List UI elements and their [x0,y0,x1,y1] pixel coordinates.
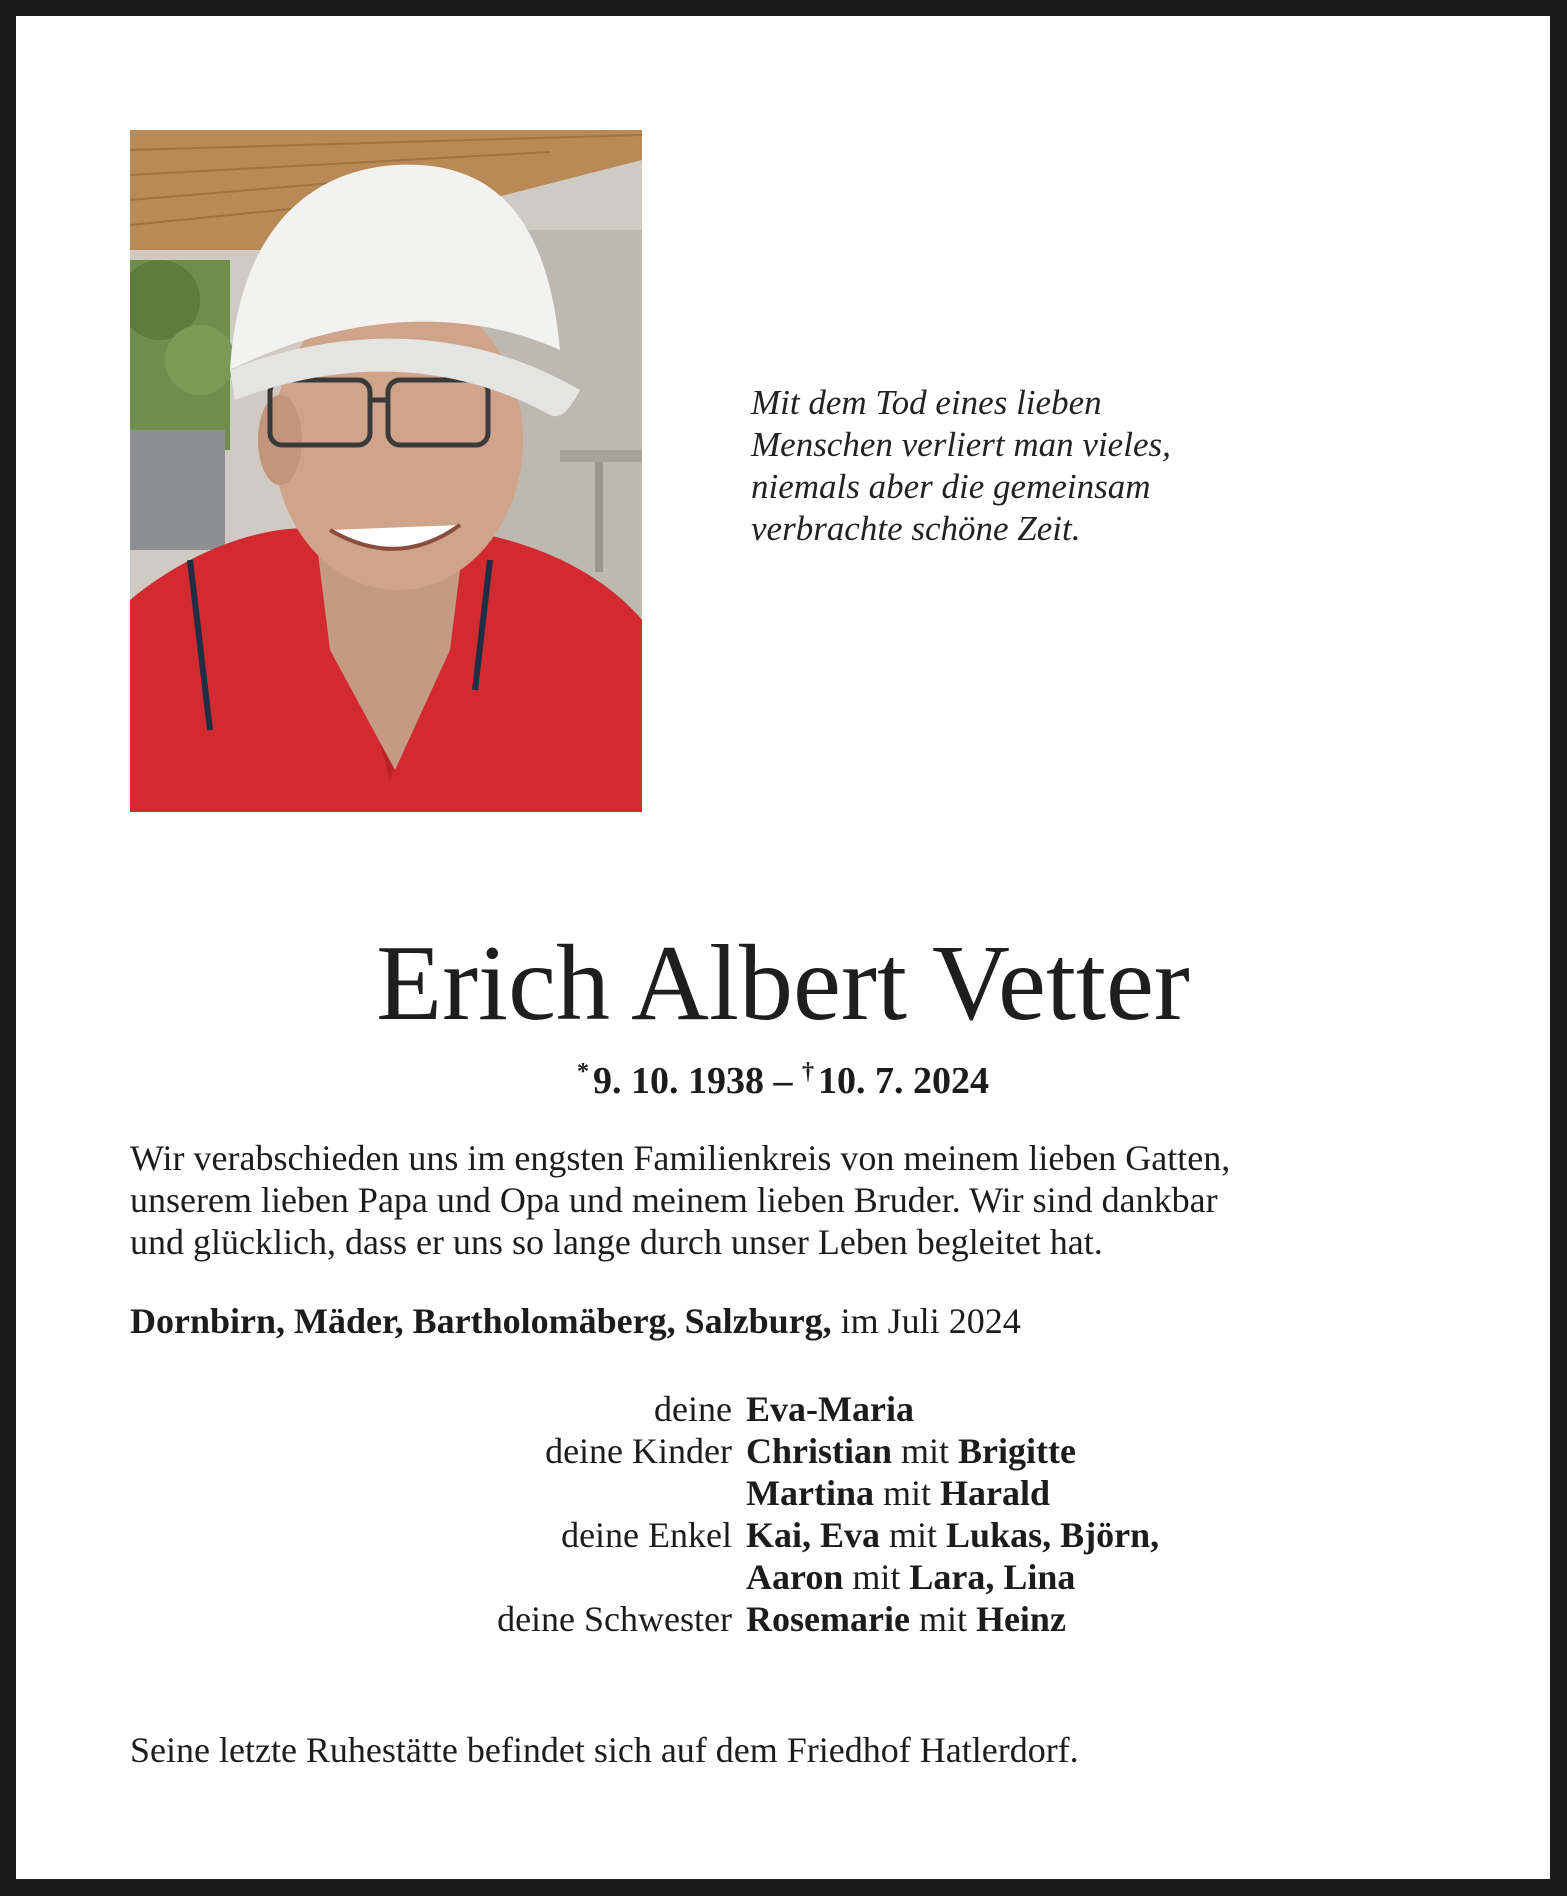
mourner-name: Heinz [975,1599,1066,1639]
relation-label: deine Kinder [545,1431,732,1471]
mourner-row [130,1598,1430,1640]
quote-line: verbrachte schöne Zeit. [751,509,1081,548]
mourner-name: Lukas, Björn, [946,1515,1160,1555]
mourner-name: Aaron [746,1557,844,1597]
life-dates [16,1049,1550,1104]
mourner-name: Eva-Maria [746,1389,914,1429]
portrait-illustration [130,130,642,812]
connector: mit [918,1599,967,1639]
birth-symbol: * [577,1059,589,1085]
mourners-list [130,1388,1430,1640]
deceased-name: Erich Albert Vetter [376,924,1190,1043]
message-line: Wir verabschieden uns im engsten Familienkreis von meinem lieben Gatten, [130,1138,1231,1178]
mourner-name: Kai, Eva [746,1515,881,1555]
places-list: Dornbirn, Mäder, Bartholomäberg, Salzburg, [130,1301,832,1341]
mourner-row [130,1556,1430,1598]
birth-date: 9. 10. 1938 [593,1060,764,1102]
mourner-name: Brigitte [958,1431,1076,1471]
memorial-quote [751,382,1311,550]
relation-label [130,1472,746,1514]
relation-label [130,1556,746,1598]
connector: mit [852,1557,901,1597]
mourner-row [130,1472,1430,1514]
quote-line: niemals aber die gemeinsam [751,467,1151,506]
connector: mit [889,1515,938,1555]
quote-line: Menschen verliert man vieles, [751,425,1171,464]
mourner-row [130,1430,1430,1472]
mourner-name: Harald [939,1473,1050,1513]
mourner-row [130,1514,1430,1556]
message-line: unserem lieben Papa und Opa und meinem lieben Bruder. Wir sind dankbar [130,1180,1218,1220]
resting-place-note: Seine letzte Ruhestätte befindet sich auf dem Friedhof Hatlerdorf. [130,1730,1079,1770]
message-line: und glücklich, dass er uns so lange durch unser Leben begleitet hat. [130,1222,1103,1262]
connector: mit [882,1473,931,1513]
death-symbol: † [802,1059,814,1085]
date-dash: – [773,1060,793,1102]
places-and-date [130,1300,1021,1342]
mourner-row [130,1388,1430,1430]
obituary-page [16,16,1550,1879]
mourner-name: Christian [746,1431,893,1471]
connector: mit [901,1431,950,1471]
portrait-photo [130,130,642,812]
relation-label: deine [654,1389,732,1429]
mourner-name: Rosemarie [746,1599,910,1639]
announcement-date: im Juli 2024 [840,1301,1021,1341]
quote-line: Mit dem Tod eines lieben [751,383,1102,422]
death-date: 10. 7. 2024 [818,1060,989,1102]
mourner-name: Martina [746,1473,874,1513]
relation-label: deine Enkel [561,1515,732,1555]
mourner-name: Lara, Lina [909,1557,1076,1597]
relation-label: deine Schwester [497,1599,732,1639]
farewell-message [130,1137,1470,1263]
